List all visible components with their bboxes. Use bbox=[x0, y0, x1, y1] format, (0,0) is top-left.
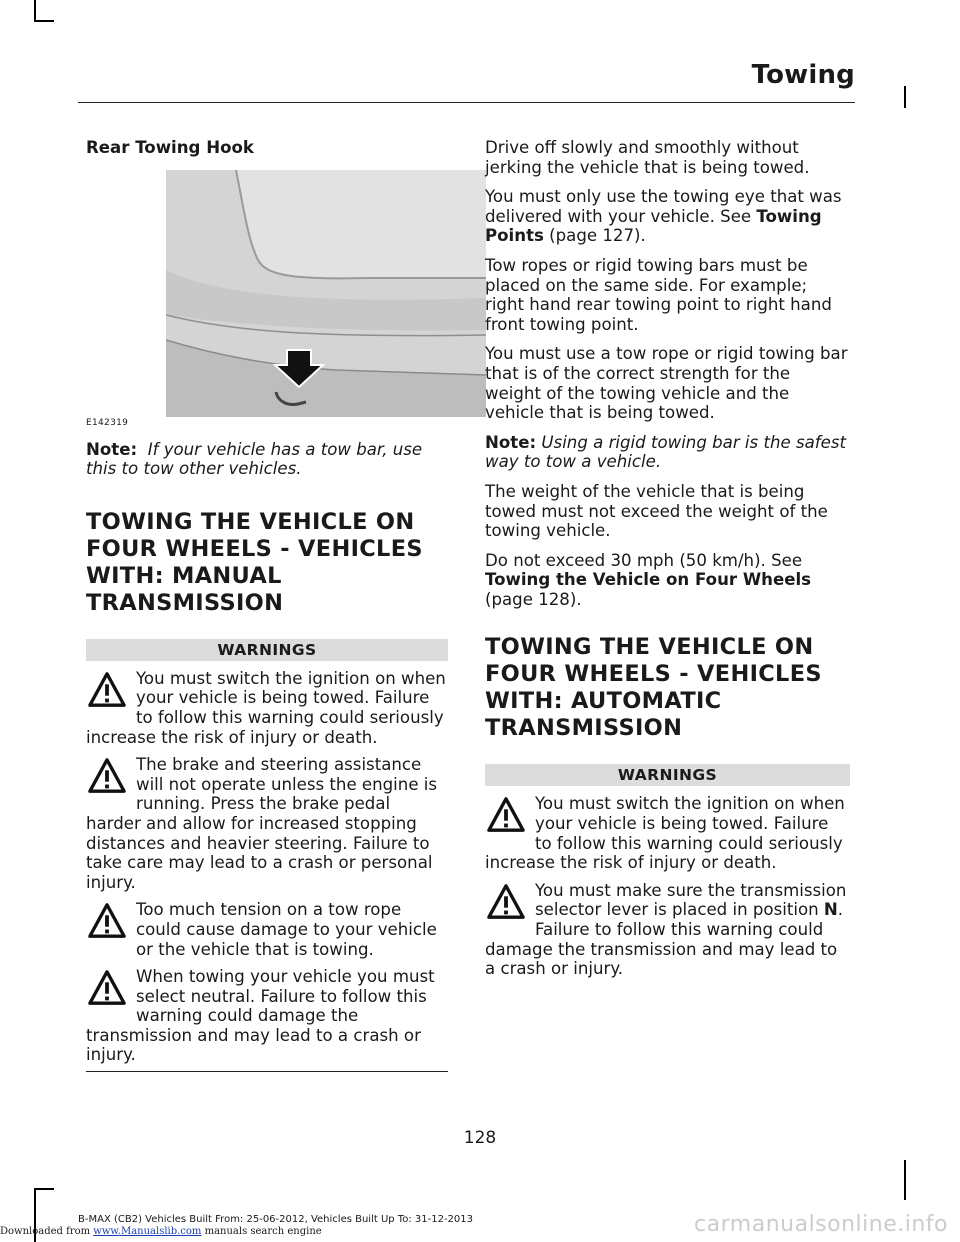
crop-mark bbox=[34, 1188, 54, 1190]
warning-item bbox=[485, 881, 850, 979]
note-label: Note: bbox=[86, 439, 138, 459]
warning-triangle-icon bbox=[88, 671, 126, 709]
section-heading-line: FOUR WHEELS - VEHICLES bbox=[86, 535, 423, 562]
warning-item bbox=[485, 794, 850, 872]
warning-text: When towing your vehicle you must select neutral. Failure to follow this warning could damage the transmission and may lead to a crash or injury. bbox=[86, 967, 435, 1065]
text: . Failure to follow this warning could damage the transmission and may lead to a crash or injury. bbox=[485, 900, 844, 979]
footer-download-note bbox=[0, 1226, 322, 1237]
warning-item bbox=[86, 967, 448, 1065]
warning-text: The brake and steering assistance will not operate unless the engine is running. Press the brake pedal harder and allow for increased stopping distances and heavier steering. Failure to take care may lead to a crash or personal injury. bbox=[86, 755, 438, 892]
paragraph: You must use a tow rope or rigid towing bar that is of the correct strength for the weight of the towing vehicle and the vehicle that is being towed. bbox=[485, 344, 848, 423]
warning-text: You must switch the ignition on when your vehicle is being towed. Failure to follow this warning could seriously increase the risk of injury or death. bbox=[485, 794, 845, 873]
section-heading-line: TRANSMISSION bbox=[86, 589, 284, 616]
text: Do not exceed 30 mph (50 km/h). See bbox=[485, 550, 803, 570]
page-title: Towing bbox=[751, 60, 855, 90]
warning-triangle-icon bbox=[88, 969, 126, 1007]
crop-mark bbox=[34, 20, 54, 22]
paragraph-towing-eye bbox=[485, 187, 850, 246]
section-heading-line: WITH: MANUAL bbox=[86, 562, 282, 589]
header-divider bbox=[78, 102, 855, 103]
cross-reference-link[interactable]: Towing the Vehicle on Four Wheels bbox=[485, 570, 812, 590]
paragraph: Tow ropes or rigid towing bars must be placed on the same side. For example; right hand rear towing point to right hand front towing point. bbox=[485, 255, 832, 334]
image-code: E142319 bbox=[86, 417, 129, 428]
warnings-end-rule bbox=[86, 1071, 448, 1072]
warning-text: You must switch the ignition on when your vehicle is being towed. Failure to follow this warning could seriously increase the risk of injury or death. bbox=[86, 668, 446, 747]
left-column bbox=[86, 138, 448, 1072]
text: Downloaded from bbox=[0, 1226, 94, 1237]
watermark: carmanualsonline.info bbox=[694, 1212, 948, 1237]
crop-mark bbox=[34, 0, 36, 22]
warning-triangle-icon bbox=[487, 883, 525, 921]
section-heading-line: WITH: AUTOMATIC bbox=[485, 688, 722, 715]
text: You must only use the towing eye that was delivered with your vehicle. See bbox=[485, 187, 842, 226]
crop-mark bbox=[904, 86, 906, 108]
section-heading-line: FOUR WHEELS - VEHICLES bbox=[485, 661, 822, 688]
left-note bbox=[86, 440, 448, 479]
note-label: Note: bbox=[485, 432, 537, 452]
page-number: 128 bbox=[463, 1128, 497, 1148]
text: You must make sure the transmission selector lever is placed in position bbox=[535, 880, 847, 920]
gear-position: N bbox=[823, 900, 838, 920]
manual-section-heading bbox=[86, 509, 448, 617]
footer-vehicle-info: B-MAX (CB2) Vehicles Built From: 25-06-2012, Vehicles Built Up To: 31-12-2013 bbox=[78, 1214, 473, 1225]
section-heading-line: TRANSMISSION bbox=[485, 715, 683, 742]
cross-reference-link[interactable]: Towing Points bbox=[485, 206, 822, 246]
warnings-header: WARNINGS bbox=[86, 639, 448, 661]
text: (page 127). bbox=[543, 226, 646, 246]
right-column bbox=[485, 138, 850, 979]
warning-text: Too much tension on a tow rope could cause damage to your vehicle or the vehicle that is towing. bbox=[136, 900, 437, 959]
paragraph-speed-limit bbox=[485, 551, 850, 610]
warnings-header: WARNINGS bbox=[485, 764, 850, 786]
warning-item bbox=[86, 755, 448, 892]
text: (page 128). bbox=[485, 589, 582, 609]
warning-triangle-icon bbox=[88, 757, 126, 795]
note-text: If your vehicle has a tow bar, use this to tow other vehicles. bbox=[86, 439, 423, 479]
text: manuals search engine bbox=[201, 1226, 322, 1237]
warning-triangle-icon bbox=[88, 902, 126, 940]
note-text: Using a rigid towing bar is the safest way to tow a vehicle. bbox=[485, 432, 846, 472]
warning-item bbox=[86, 669, 448, 747]
crop-mark bbox=[904, 1160, 906, 1200]
paragraph: The weight of the vehicle that is being towed must not exceed the weight of the towing vehicle. bbox=[485, 481, 828, 541]
warning-text bbox=[485, 881, 850, 979]
footer-link[interactable]: www.Manualslib.com bbox=[93, 1226, 202, 1237]
warning-item bbox=[86, 900, 448, 959]
right-note bbox=[485, 433, 850, 472]
rear-towing-hook-illustration bbox=[86, 170, 486, 428]
rear-hook-heading: Rear Towing Hook bbox=[86, 138, 254, 157]
paragraph: Drive off slowly and smoothly without jerking the vehicle that is being towed. bbox=[485, 138, 810, 177]
section-heading-line: TOWING THE VEHICLE ON bbox=[485, 634, 814, 661]
section-heading-line: TOWING THE VEHICLE ON bbox=[86, 508, 415, 535]
automatic-section-heading bbox=[485, 634, 850, 742]
warning-triangle-icon bbox=[487, 796, 525, 834]
